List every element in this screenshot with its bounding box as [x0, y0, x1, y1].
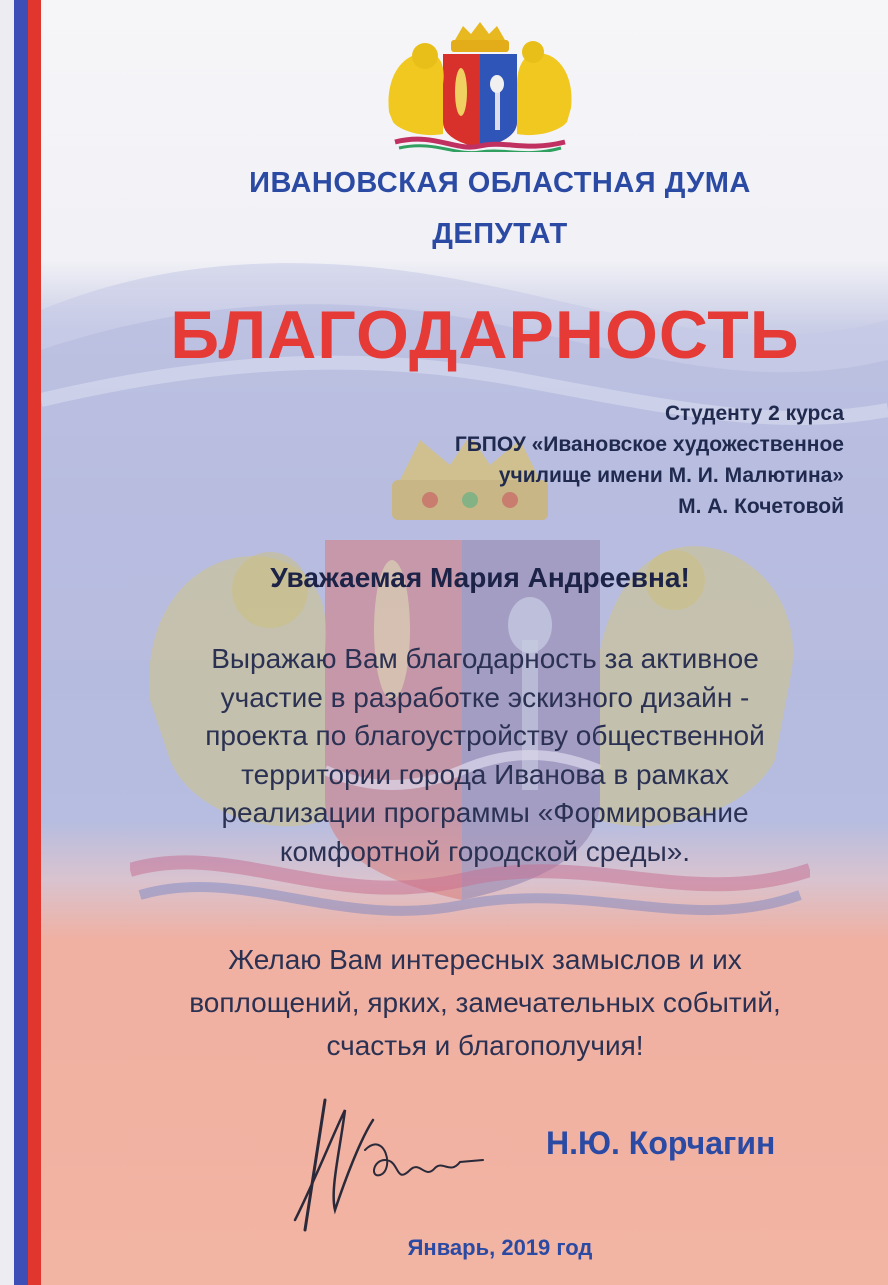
gratitude-text: [95, 640, 875, 871]
organization-role: ДЕПУТАТ: [432, 218, 568, 250]
wishes-line: Желаю Вам интересных замыслов и их: [228, 944, 742, 975]
recipient-line: М. А. Кочетовой: [678, 495, 844, 518]
flag-stripe-white: [0, 0, 14, 1285]
recipient-line: училище имени М. И. Малютина»: [498, 464, 844, 487]
flag-stripe-blue: [14, 0, 28, 1285]
handwritten-signature: [285, 1090, 485, 1240]
gratitude-line: проекта по благоустройству общественной: [205, 720, 765, 751]
gratitude-line: комфортной городской среды».: [279, 835, 691, 867]
flag-stripe-red: [28, 0, 41, 1285]
recipient-block: [324, 398, 844, 522]
wishes-line: счастья и благополучия!: [326, 1030, 644, 1061]
wishes-text: [95, 938, 875, 1067]
gratitude-line: реализации программы «Формирование: [221, 797, 749, 828]
recipient-line: ГБПОУ «Ивановское художественное: [454, 433, 844, 456]
signer-name: Н.Ю. Корчагин: [546, 1125, 776, 1161]
gratitude-line: участие в разработке эскизного дизайн -: [220, 681, 750, 713]
organization-name: ИВАНОВСКАЯ ОБЛАСТНАЯ ДУМА: [249, 167, 751, 199]
salutation: Уважаемая Мария Андреевна!: [270, 562, 690, 593]
document-title: БЛАГОДАРНОСТЬ: [170, 297, 800, 373]
gratitude-line: территории города Иванова в рамках: [241, 758, 729, 790]
recipient-line: Студенту 2 курса: [664, 402, 844, 425]
wishes-line: воплощений, ярких, замечательных событий,: [189, 987, 781, 1018]
coat-of-arms-icon: [385, 22, 575, 152]
gratitude-line: Выражаю Вам благодарность за активное: [211, 643, 759, 674]
document-date: Январь, 2019 год: [407, 1235, 593, 1260]
